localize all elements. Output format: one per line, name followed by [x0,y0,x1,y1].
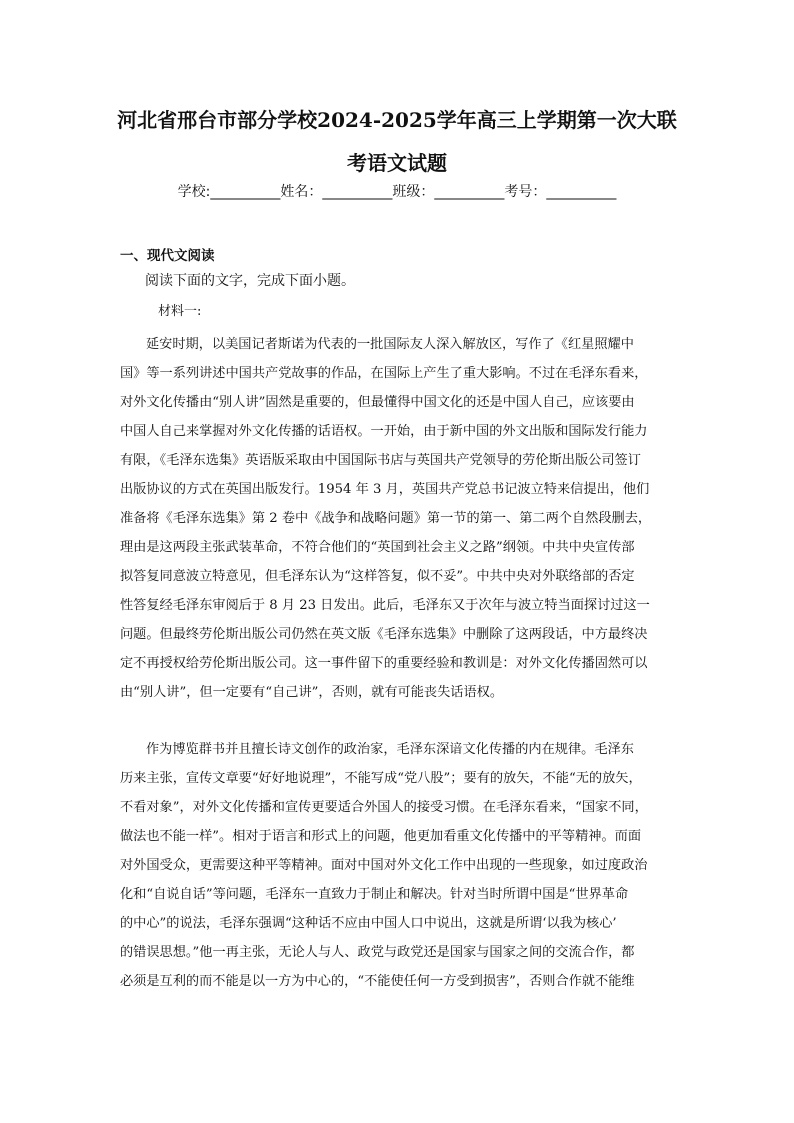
class-field: 班级：__________ [392,184,505,200]
section-heading: 一、现代文阅读 [120,248,215,264]
text-line: 必须是互利的而不能是以一方为中心的，“不能使任何一方受到损害”，否则合作就不能维 [120,974,635,989]
text-line: 的错误思想。”他一再主张，无论人与人、政党与政党还是国家与国家之间的交流合作，都 [120,945,635,960]
paragraph-1 [120,330,678,707]
text-line: 不看对象”，对外文化传播和宣传更要适合外国人的接受习惯。在毛泽东看来，“国家不同， [120,800,648,815]
text-line: 对外国受众，更需要这种平等精神。面对中国对外文化工作中出现的一些现象，如过度政治 [120,858,648,873]
text-line: 定不再授权给劳伦斯出版公司。这一事件留下的重要经验和教训是：对外文化传播固然可以 [120,656,648,671]
text-line: 拟答复同意波立特意见，但毛泽东认为“这样答复，似不妥”。中共中央对外联络部的否定 [120,569,635,584]
exam-number-field: 考号：__________ [504,184,617,200]
text-line: 延安时期，以美国记者斯诺为代表的一批国际友人深入解放区，写作了《红星照耀中 [146,337,634,352]
text-line: 中国人自己来掌握对外文化传播的话语权。一开始，由于新中国的外文出版和国际发行能力 [120,424,648,439]
text-line: 历来主张，宣传文章要“好好地说理”，不能写成“党八股”；要有的放矢，不能“无的放矢， [120,771,642,786]
text-line: 作为博览群书并且擅长诗文创作的政治家，毛泽东深谙文化传播的内在规律。毛泽东 [146,742,634,757]
material-label: 材料一: [158,304,202,319]
text-line: 由“别人讲”，但一定要有“自己讲”，否则，就有可能丧失话语权。 [120,685,504,700]
reading-instruction: 阅读下面的文字，完成下面小题。 [145,273,355,289]
text-line: 对外文化传播由“别人讲”固然是重要的，但最懂得中国文化的还是中国人自己，应该要由 [120,395,635,410]
text-line: 出版协议的方式在英国出版发行。1954 年 3 月，英国共产党总书记波立特来信提出，他们 [120,482,650,497]
text-line: 国》等一系列讲述中国共产党故事的作品，在国际上产生了重大影响。不过在毛泽东看来， [120,366,648,381]
student-info-fields [0,181,794,201]
school-field: 学校:__________ [177,184,281,200]
document-title-line-2: 考语文试题 [347,151,447,175]
text-line: 准备将《毛泽东选集》第 2 卷中《战争和战略问题》第一节的第一、第二两个自然段删去， [120,511,652,526]
text-line: 化和“自说自话”等问题，毛泽东一直致力于制止和解决。针对当时所谓中国是“世界革命 [120,887,629,902]
paragraph-2 [120,735,678,996]
text-line: 的中心”的说法，毛泽东强调“这种话不应由中国人口中说出，这就是所谓‘以我为核心’ [120,916,617,931]
name-field: 姓名：__________ [280,184,393,200]
text-line: 理由是这两段主张武装革命，不符合他们的“英国到社会主义之路”纲领。中共中央宣传部 [120,540,635,555]
text-line: 问题。但最终劳伦斯出版公司仍然在英文版《毛泽东选集》中删除了这两段话，中方最终决 [120,627,648,642]
text-line: 有限，《毛泽东选集》英语版采取由中国国际书店与英国共产党领导的劳伦斯出版公司签订 [120,453,641,468]
document-title-line-1: 河北省邢台市部分学校2024-2025学年高三上学期第一次大联 [117,108,677,132]
text-line: 做法也不能一样”。相对于语言和形式上的问题，他更加看重文化传播中的平等精神。而面 [120,829,642,844]
text-line: 性答复经毛泽东审阅后于 8 月 23 日发出。此后，毛泽东又于次年与波立特当面探讨过这一 [120,598,650,613]
